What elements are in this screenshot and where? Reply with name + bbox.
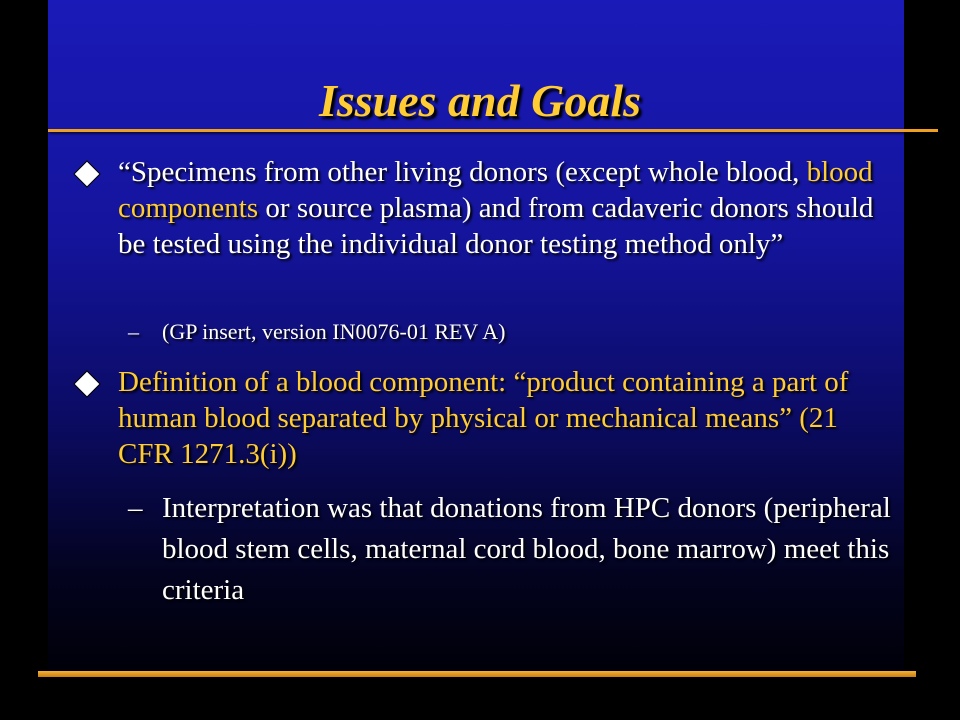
bullet-item-definition: [118, 364, 878, 472]
bottom-divider: [38, 671, 916, 677]
sub-bullet-interpretation: [128, 488, 892, 611]
diamond-bullet-icon: [72, 159, 102, 189]
bullet-text-highlight: blood components: [118, 156, 873, 224]
diamond-bullet-icon: [72, 369, 102, 399]
sub-bullet-dash: –: [128, 492, 143, 524]
slide-title: Issues and Goals: [318, 75, 642, 126]
sub-bullet-text: Interpretation was that donations from HPC donors (peripheral blood stem cells, maternal cord blood, bone marrow) meet this criteria: [162, 492, 891, 606]
bullet-text-part: “Specimens from other living donors (except whole blood,: [118, 156, 807, 188]
title-divider: [48, 129, 938, 132]
bullet-text-part: or source plasma) and from cadaveric donors should be tested using the individual donor testing method only”: [118, 192, 874, 260]
bullet-text: Definition of a blood component: “product containing a part of human blood separated by physical or mechanical means” (21 CFR 1271.3(i)): [118, 366, 849, 470]
sub-bullet-source: [128, 318, 892, 346]
sub-bullet-text: (GP insert, version IN0076-01 REV A): [162, 319, 506, 344]
sub-bullet-dash: –: [128, 319, 139, 344]
bullet-item-specimens: [118, 154, 878, 262]
